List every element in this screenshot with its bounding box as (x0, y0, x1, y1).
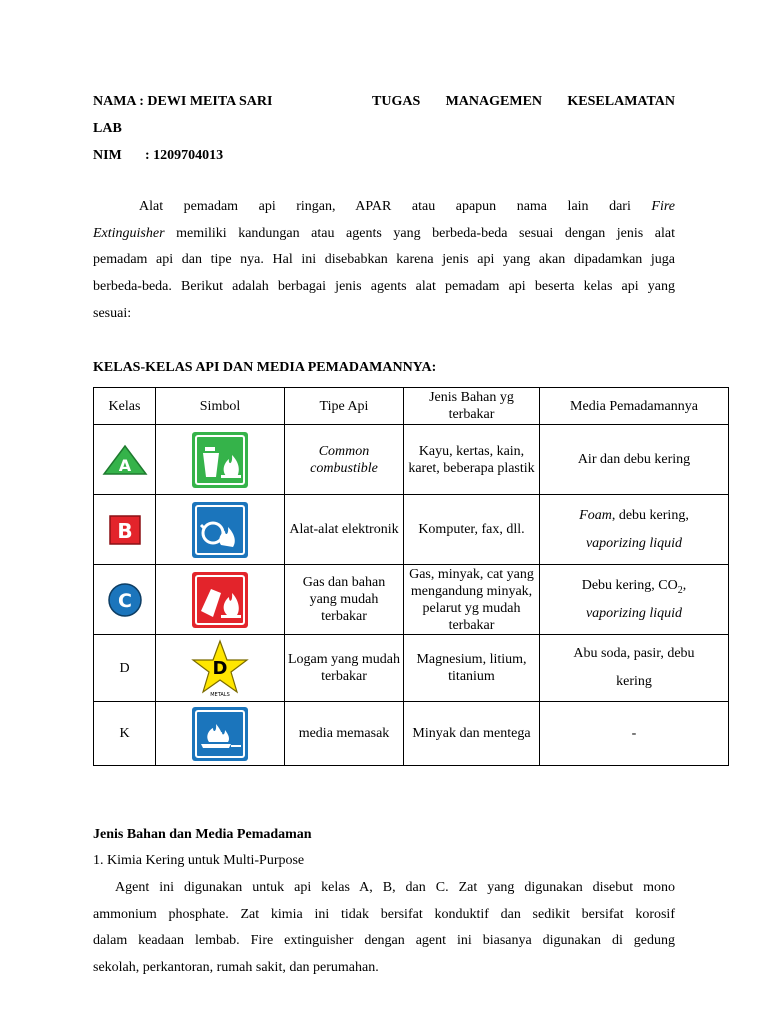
media-cell: Abu soda, pasir, debu kering (540, 635, 729, 702)
student-name: NAMA : DEWI MEITA SARI (93, 94, 273, 109)
tipe-api-cell: media memasak (285, 702, 404, 766)
jenis-bahan-cell: Magnesium, litium, titanium (404, 635, 540, 702)
nim-label: NIM (93, 148, 122, 163)
kelas-cell: K (94, 702, 156, 766)
svg-text:A: A (118, 455, 131, 475)
table-row (94, 495, 729, 565)
svg-text:METALS: METALS (210, 692, 230, 698)
task-title: TUGAS MANAGEMEN KESELAMATAN (372, 94, 675, 109)
jenis-bahan-cell: Kayu, kertas, kain, karet, beberapa plastik (404, 425, 540, 495)
symbol-ordinary-combustibles-icon (156, 425, 285, 495)
intro-paragraph: Alat pemadam api ringan, APAR atau apapun nama lain dari Fire Extinguisher memiliki kandungan atau agents yang berbeda-beda sesuai dengan jenis alat pemadam api dan tipe nya. Hal ini disebabkan karena jenis api yang akan dipadamkan juga berbeda-beda. Berikut adalah berbagai jenis agents alat pemadam api beserta kelas api yang sesuai: (93, 199, 675, 321)
table-row (94, 565, 729, 635)
section2-paragraph: Agent ini digunakan untuk api kelas A, B, dan C. Zat yang digunakan disebut mono ammonium phosphate. Zat kimia ini tidak bersifat konduktif dan sedikit bersifat korosif dalam keadaan lembab. Fire extinguisher dengan agent ini biasanya digunakan di gedung sekolah, perkantoran, rumah sakit, dan perumahan. (93, 880, 675, 975)
symbol-cooking-oil-icon (156, 702, 285, 766)
header-simbol: Simbol (156, 388, 285, 425)
header-tipe-api: Tipe Api (285, 388, 404, 425)
header-jenis-bahan: Jenis Bahan yg terbakar (404, 388, 540, 425)
fire-class-table (93, 387, 729, 766)
jenis-bahan-cell: Minyak dan mentega (404, 702, 540, 766)
header-kelas: Kelas (94, 388, 156, 425)
header-media: Media Pemadamannya (540, 388, 729, 425)
jenis-bahan-cell: Gas, minyak, cat yang mengandung minyak, pelarut yg mudah terbakar (404, 565, 540, 635)
table-header-row (94, 388, 729, 425)
class-c-icon (94, 565, 156, 635)
svg-text:D: D (212, 658, 228, 679)
jenis-bahan-cell: Komputer, fax, dll. (404, 495, 540, 565)
section2-title: Jenis Bahan dan Media Pemadaman (93, 827, 312, 842)
media-cell: Debu kering, $CO_2$, vaporizing liquid (540, 565, 729, 635)
section-title: KELAS-KELAS API DAN MEDIA PEMADAMANNYA: (93, 360, 437, 375)
tipe-api-cell: Logam yang mudah terbakar (285, 635, 404, 702)
symbol-flammable-liquids-icon (156, 495, 285, 565)
class-b-icon (94, 495, 156, 565)
symbol-electrical-icon (156, 565, 285, 635)
nim-value: : 1209704013 (145, 148, 224, 163)
tipe-api-cell: Gas dan bahan yang mudah terbakar (285, 565, 404, 635)
svg-text:B: B (116, 518, 133, 543)
table-row (94, 425, 729, 495)
symbol-metals-icon (156, 635, 285, 702)
tipe-api-cell: Common combustible (285, 425, 404, 495)
media-cell: Foam, debu kering, vaporizing liquid (540, 495, 729, 565)
class-a-icon (94, 425, 156, 495)
list-item: 1. Kimia Kering untuk Multi-Purpose (93, 853, 305, 868)
tipe-api-cell: Alat-alat elektronik (285, 495, 404, 565)
table-row (94, 702, 729, 766)
media-cell: Air dan debu kering (540, 425, 729, 495)
media-cell: - (540, 702, 729, 766)
svg-text:C: C (117, 589, 132, 612)
task-title-continued: LAB (93, 121, 122, 136)
table-row (94, 635, 729, 702)
kelas-cell: D (94, 635, 156, 702)
